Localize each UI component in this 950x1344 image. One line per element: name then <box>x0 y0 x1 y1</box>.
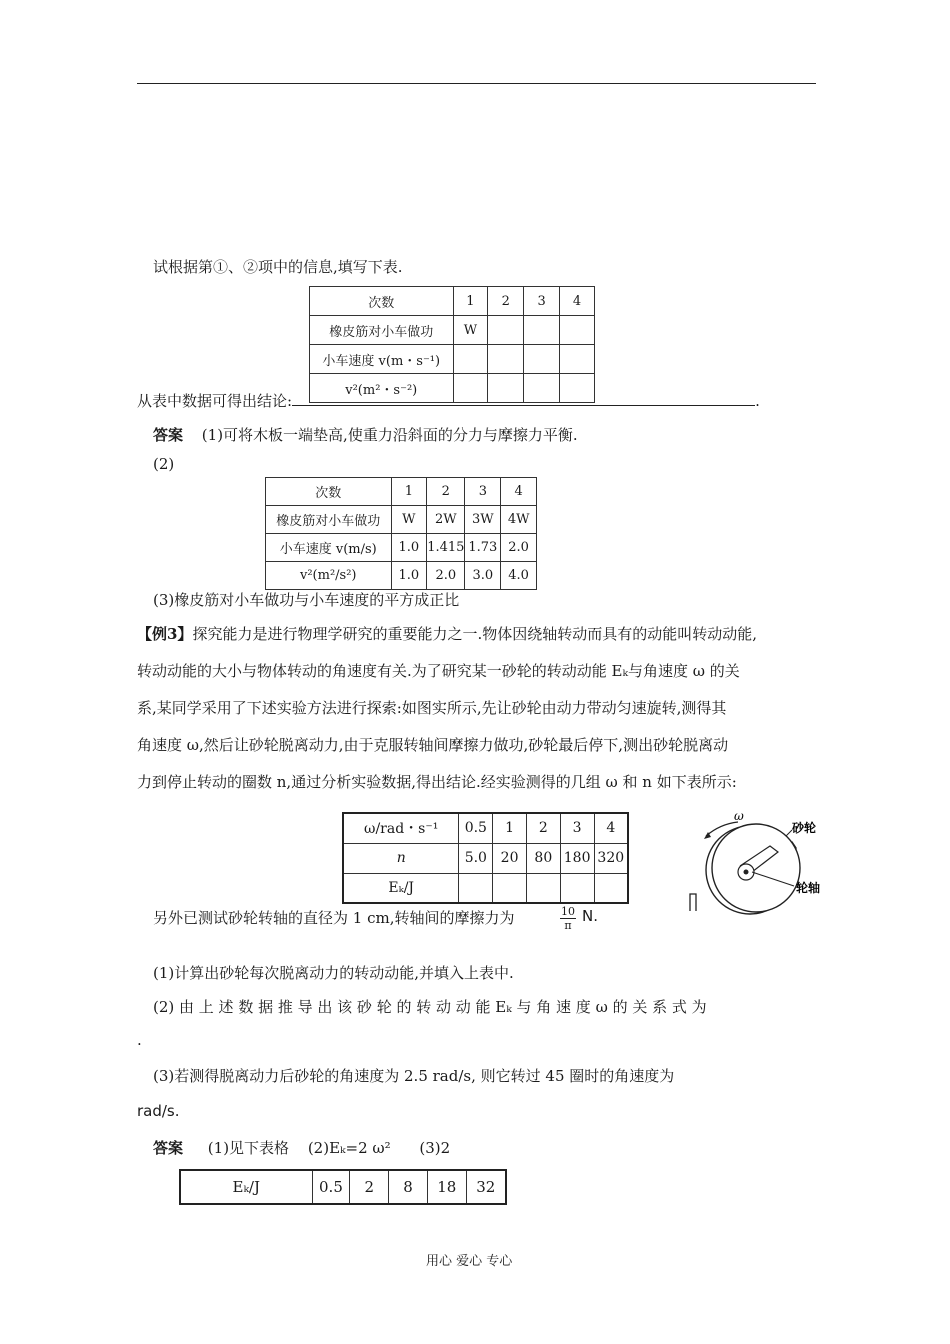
table-cell <box>493 873 527 903</box>
table-cell: 2 <box>526 813 560 843</box>
omega-label: ω <box>734 809 744 823</box>
example-line-4: 角速度 ω,然后让砂轮脱离动力,由于克服转轴间摩擦力做功,砂轮最后停下,测出砂轮脱离动 <box>137 736 729 754</box>
answer2-item1: (1)见下表格 <box>207 1139 290 1157</box>
grinding-wheel-figure <box>680 808 840 918</box>
table-cell: 32 <box>466 1170 506 1204</box>
example-label: 【例3】 <box>137 625 193 643</box>
answer1-item2: (2) <box>153 455 175 473</box>
table-cell: 0.5 <box>312 1170 350 1204</box>
axle-icon <box>744 870 749 875</box>
energy-answer-table <box>179 1169 507 1205</box>
table-cell: 4W <box>501 506 537 534</box>
header-rule <box>137 83 816 84</box>
omega-n-table <box>342 812 629 904</box>
wheel-label: 砂轮 <box>792 821 817 835</box>
question-3: (3)若测得脱离动力后砂轮的角速度为 2.5 rad/s, 则它转过 45 圈时的角速度为 <box>153 1067 675 1085</box>
support-left-icon <box>690 894 696 911</box>
table-cell: 2W <box>427 506 465 534</box>
table-cell: 1.0 <box>391 534 427 562</box>
friction-fraction <box>560 905 576 932</box>
table-cell <box>560 873 594 903</box>
example-line-1 <box>137 623 757 644</box>
answer2-label: 答案 <box>153 1139 184 1157</box>
table-cell: W <box>391 506 427 534</box>
table-cell: 1.73 <box>465 534 501 562</box>
fraction-denominator: π <box>564 919 572 932</box>
answer2-line <box>153 1137 450 1158</box>
table-cell: 2.0 <box>427 562 465 590</box>
table-cell: 3 <box>524 287 560 316</box>
table-cell: 3 <box>465 478 501 506</box>
table-cell: 1 <box>391 478 427 506</box>
answer1-line1 <box>153 424 578 445</box>
table-cell: 4.0 <box>501 562 537 590</box>
table-cell: 1 <box>493 813 527 843</box>
table-cell: 80 <box>526 843 560 873</box>
conclusion-end: . <box>755 392 760 410</box>
table-cell: 次数 <box>310 287 454 316</box>
question-2: (2) 由 上 述 数 据 推 导 出 该 砂 轮 的 转 动 动 能 Eₖ 与 角 速 度 ω 的 关 系 式 为 <box>153 998 707 1016</box>
table-cell: 3.0 <box>465 562 501 590</box>
table-cell: 4 <box>560 287 595 316</box>
table-cell: 2.0 <box>501 534 537 562</box>
table-cell: W <box>453 316 488 345</box>
table-cell <box>526 873 560 903</box>
table-cell <box>524 316 560 345</box>
table-cell: 次数 <box>266 478 392 506</box>
table-cell: v²(m²・s⁻²) <box>310 374 454 403</box>
answer2-item3: (3)2 <box>419 1139 451 1157</box>
table-cell: Eₖ/J <box>343 873 459 903</box>
table-cell: 4 <box>594 813 628 843</box>
table-cell: 2 <box>427 478 465 506</box>
answer2-item2: (2)Eₖ=2 ω² <box>307 1139 391 1157</box>
table-cell: 2 <box>488 287 524 316</box>
table-cell: 1 <box>453 287 488 316</box>
axle-label: 轮轴 <box>796 881 821 895</box>
table-cell <box>560 316 595 345</box>
table-cell: n <box>343 843 459 873</box>
table-cell: 180 <box>560 843 594 873</box>
conclusion-prompt: 从表中数据可得出结论: <box>137 392 293 410</box>
table-cell <box>594 873 628 903</box>
example-line-5: 力到停止转动的圈数 n,通过分析实验数据,得出结论.经实验测得的几组 ω 和 n 如下表所示: <box>137 773 737 791</box>
work-speed-table-answer <box>265 477 537 590</box>
table-cell: 橡皮筋对小车做功 <box>266 506 392 534</box>
table-cell: 8 <box>389 1170 428 1204</box>
table-cell: 3W <box>465 506 501 534</box>
table-prompt: 试根据第①、②项中的信息,填写下表. <box>153 258 403 276</box>
table-cell: 橡皮筋对小车做功 <box>310 316 454 345</box>
question-3-end: rad/s. <box>137 1102 180 1120</box>
table-cell: 5.0 <box>459 843 493 873</box>
table-cell: 3 <box>560 813 594 843</box>
table-cell: 1.415 <box>427 534 465 562</box>
table-cell: 1.0 <box>391 562 427 590</box>
table-cell: v²(m²/s²) <box>266 562 392 590</box>
table-cell: 4 <box>501 478 537 506</box>
table-cell: 2 <box>350 1170 389 1204</box>
table-cell: 320 <box>594 843 628 873</box>
work-speed-table-blank <box>309 286 595 403</box>
table-cell: 20 <box>493 843 527 873</box>
conclusion-line <box>137 390 760 411</box>
question-1: (1)计算出砂轮每次脱离动力的转动动能,并填入上表中. <box>153 964 514 982</box>
table-cell: 0.5 <box>459 813 493 843</box>
page-footer: 用心 爱心 专心 <box>426 1254 513 1269</box>
table-cell <box>453 345 488 374</box>
example-text: 探究能力是进行物理学研究的重要能力之一.物体因绕轴转动而具有的动能叫转动动能, <box>192 625 757 643</box>
example-line-3: 系,某同学采用了下述实验方法进行探索:如图实所示,先让砂轮由动力带动匀速旋转,测得其 <box>137 699 727 717</box>
answer1-item1: (1)可将木板一端垫高,使重力沿斜面的分力与摩擦力平衡. <box>201 426 578 444</box>
extra-info-text: 另外已测试砂轮转轴的直径为 1 cm,转轴间的摩擦力为 <box>153 909 515 927</box>
example-line-2: 转动动能的大小与物体转动的角速度有关.为了研究某一砂轮的转动动能 Eₖ与角速度 ω 的关 <box>137 662 740 680</box>
answer-label: 答案 <box>153 426 184 444</box>
table-cell <box>459 873 493 903</box>
table-cell: 小车速度 v(m・s⁻¹) <box>310 345 454 374</box>
table-cell: ω/rad・s⁻¹ <box>343 813 459 843</box>
answer1-item3: (3)橡皮筋对小车做功与小车速度的平方成正比 <box>153 591 460 609</box>
conclusion-blank <box>292 391 755 406</box>
table-cell: 小车速度 v(m/s) <box>266 534 392 562</box>
table-cell <box>524 345 560 374</box>
extra-info-unit: N. <box>582 907 598 925</box>
table-cell: 18 <box>427 1170 466 1204</box>
table-cell <box>488 316 524 345</box>
question-2-end: . <box>137 1031 142 1049</box>
table-cell: Eₖ/J <box>180 1170 312 1204</box>
table-cell <box>560 345 595 374</box>
table-cell <box>488 345 524 374</box>
fraction-numerator: 10 <box>561 905 575 918</box>
